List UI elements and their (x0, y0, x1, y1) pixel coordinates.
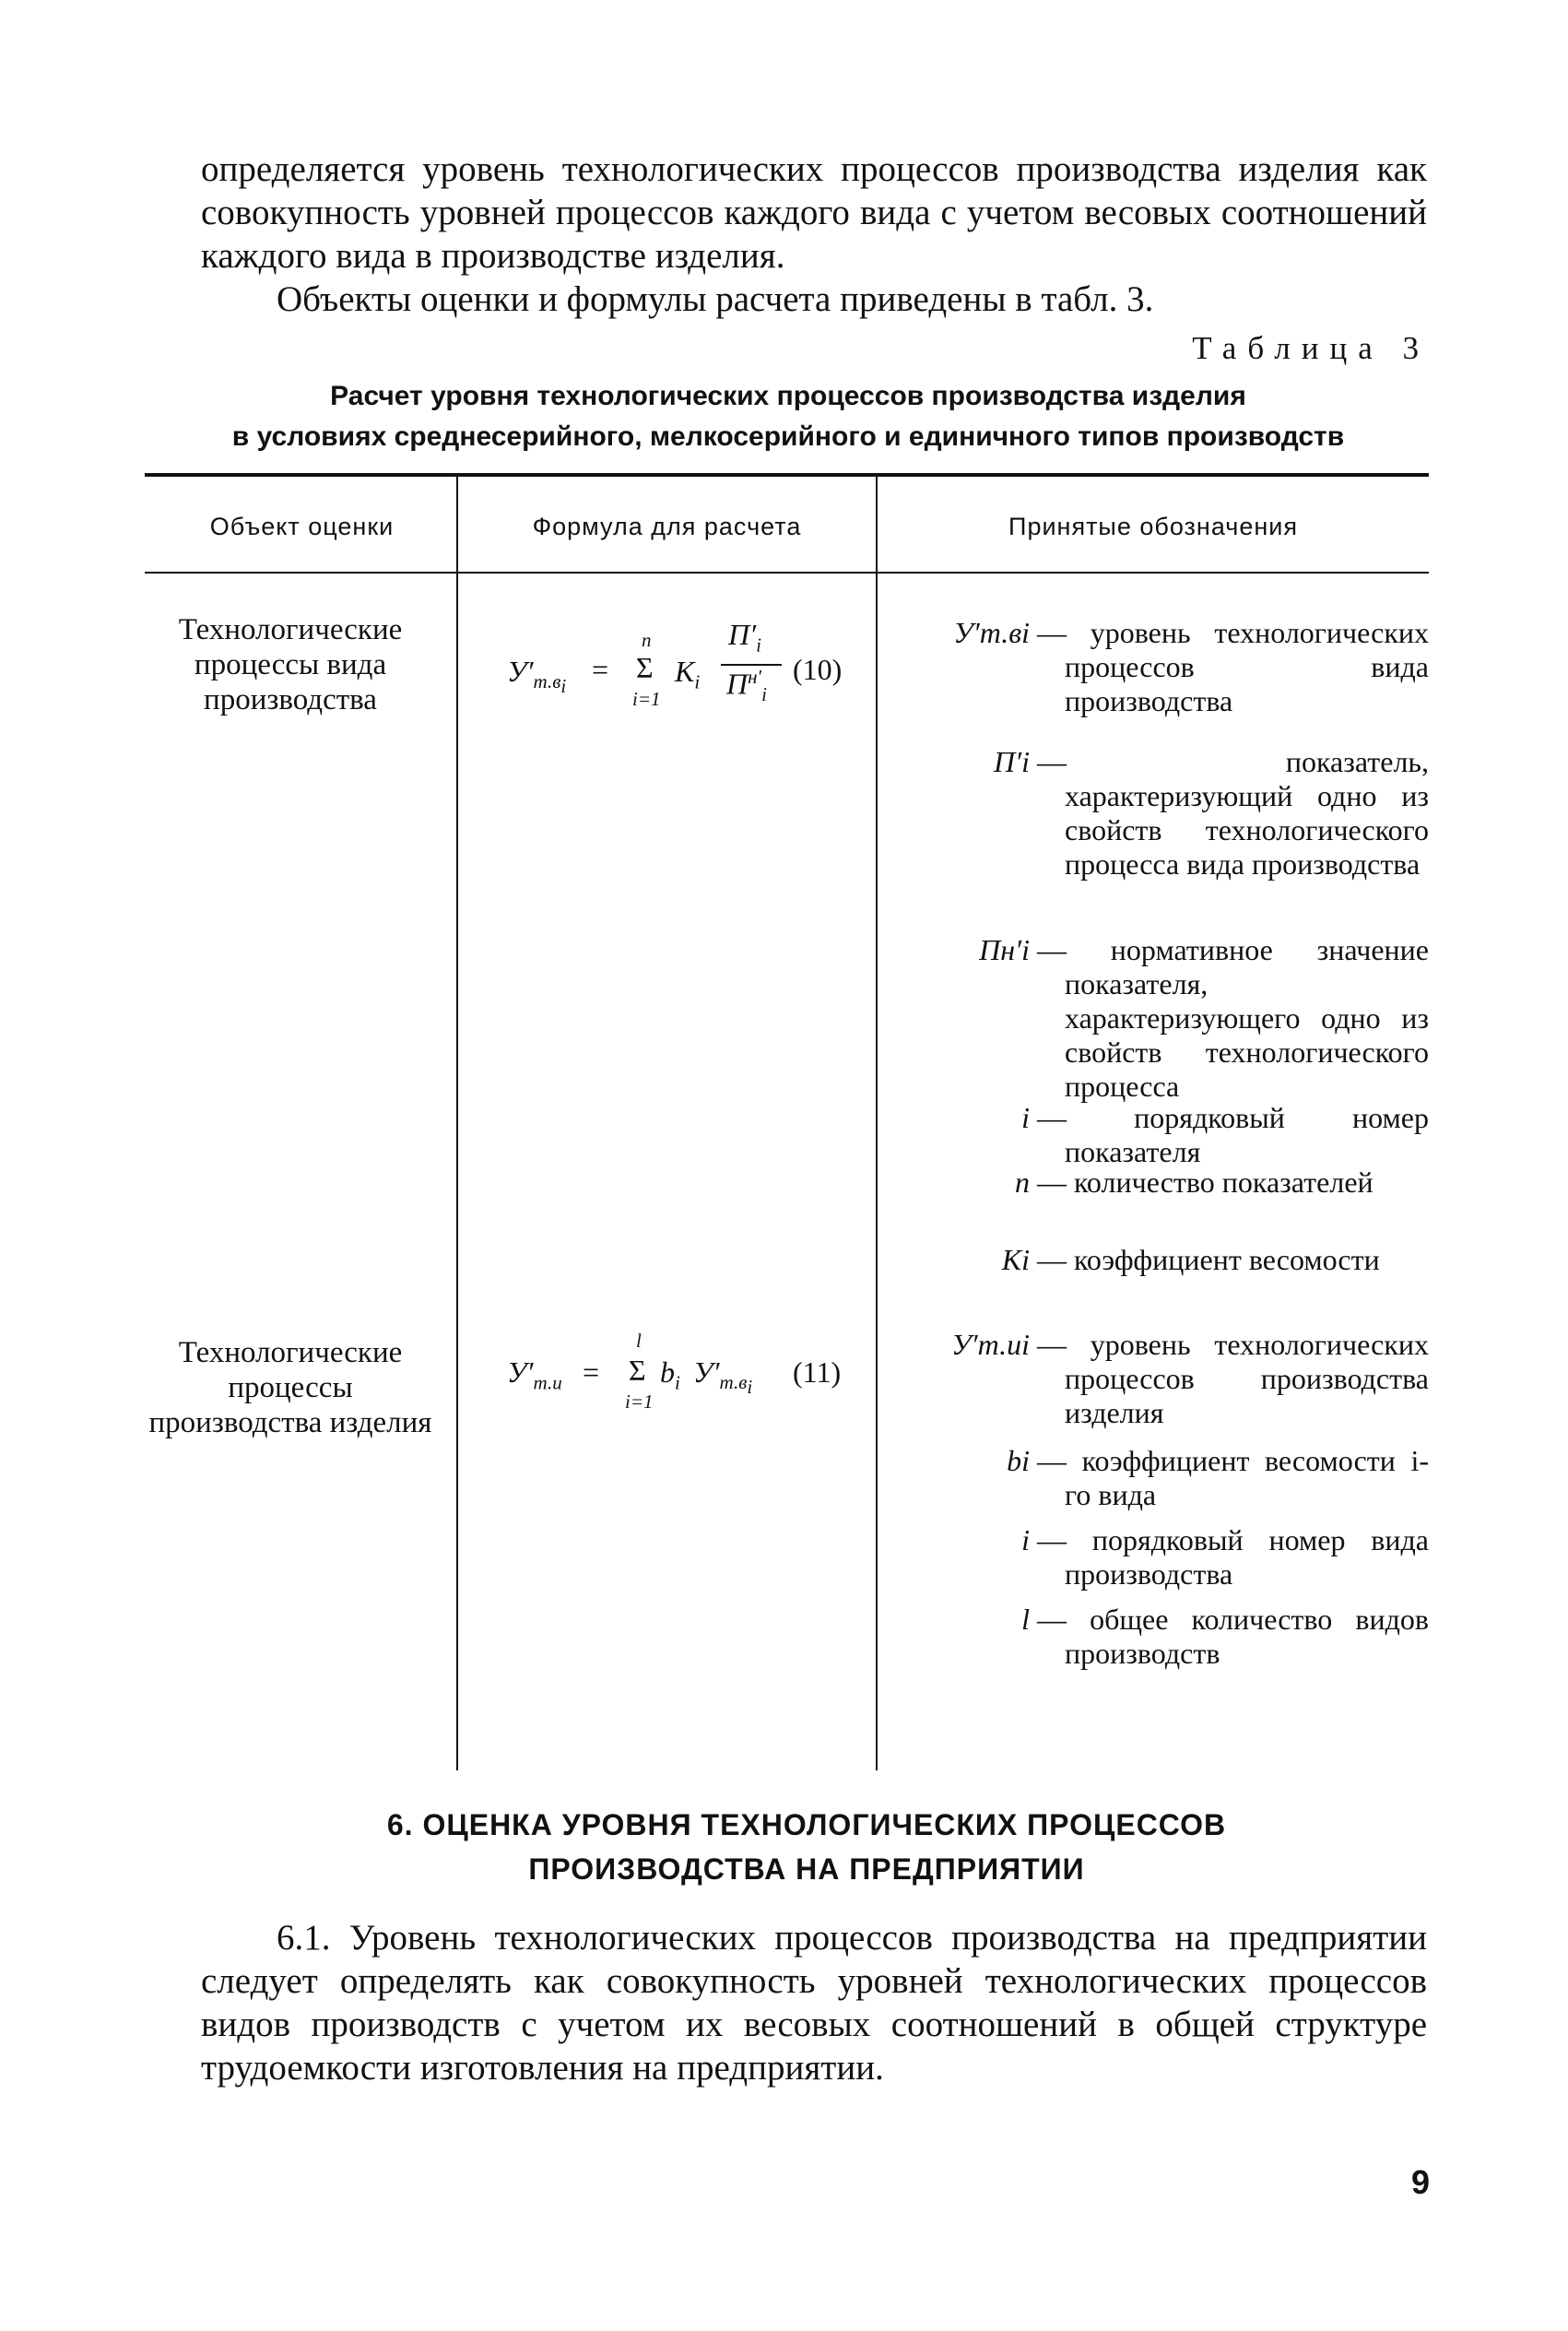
definition-row-10 (885, 1603, 1429, 1671)
definition-symbol: l (1021, 1603, 1030, 1636)
formula-11-b: $b_i$ (660, 1355, 680, 1394)
formula-11 (479, 1328, 867, 1438)
table-caption-line-1: Расчет уровня технологических процессов производства изделия (330, 381, 1246, 411)
definition-symbol: П′i (994, 745, 1030, 778)
definition-symbol: i (1021, 1101, 1030, 1134)
definition-row-1 (885, 616, 1429, 718)
formula-10-sum-bottom: i=1 (632, 688, 661, 710)
section-heading (240, 1803, 1373, 1891)
definition-row-3 (885, 933, 1429, 1104)
definition-row-6 (885, 1243, 1429, 1277)
definition-text: — порядковый номер показателя (1065, 1101, 1429, 1169)
formula-10-sigma: Σ (636, 651, 654, 684)
table-column-divider-2 (876, 475, 878, 1770)
definition-symbol: У′т.иi (951, 1328, 1030, 1361)
section-paragraph: 6.1. Уровень технологических процессов производства на предприятии следует определять как совокупность уровней технологических процессов видов производств с учетом их весовых соотношений в общей структуре трудоемкости изготовления на предприятии. (201, 1918, 1427, 2088)
definition-symbol: i (1021, 1523, 1030, 1556)
definition-row-8 (885, 1444, 1429, 1512)
table-caption-line-2: в условиях среднесерийного, мелкосерийного и единичного типов производств (231, 421, 1345, 452)
formula-11-lhs: $У'_{т.и}$ (507, 1355, 562, 1394)
definition-text: — нормативное значение показателя, характеризующего одно из свойств технологического процесса (1065, 933, 1429, 1104)
header-formula: Формула для расчета (532, 513, 802, 540)
definition-text: — коэффициент весомости (1065, 1243, 1429, 1277)
intro-paragraph-2: Объекты оценки и формулы расчета приведены в табл. 3. (277, 279, 1154, 319)
formula-11-number: (11) (793, 1355, 842, 1389)
formula-11-sum-bottom: i=1 (625, 1390, 654, 1413)
formula-10-k: $K_i$ (675, 655, 701, 693)
page-number: 9 (1410, 2163, 1430, 2201)
definition-text: — количество показателей (1065, 1166, 1429, 1200)
row-2-object: Технологические процессы производства изделия (148, 1336, 432, 1439)
definition-row-2 (885, 745, 1429, 882)
definition-symbol: Пн′i (979, 933, 1030, 966)
table-header-rule (145, 572, 1429, 574)
formula-10-denominator: $П^{н'}_i$ (726, 666, 767, 706)
intro-paragraph-1: определяется уровень технологических процессов производства изделия как совокупность уровней процессов каждого вида с учетом весовых соотношений каждого вида в производстве изделия. (201, 149, 1427, 276)
definition-text: — показатель, характеризующий одно из свойств технологического процесса вида производства (1065, 745, 1429, 882)
formula-11-equals: = (583, 1355, 600, 1389)
formula-10 (479, 610, 867, 721)
definition-row-9 (885, 1523, 1429, 1591)
definition-row-5 (885, 1166, 1429, 1200)
table-top-rule (145, 473, 1429, 477)
intro-text (201, 148, 1427, 321)
section-heading-line-2: ПРОИЗВОДСТВА НА ПРЕДПРИЯТИИ (528, 1852, 1085, 1886)
header-object: Объект оценки (209, 513, 395, 540)
table-label: Таблица 3 (1192, 330, 1430, 366)
definition-text: — коэффициент весомости i-го вида (1065, 1444, 1429, 1512)
definition-row-4 (885, 1101, 1429, 1169)
formula-10-numerator: $П'_i$ (728, 618, 761, 657)
definition-text: — уровень технологических процессов производства изделия (1065, 1328, 1429, 1430)
row-1-object: Технологические процессы вида производства (178, 613, 403, 716)
formula-11-y: $У'_{т.в_i}$ (693, 1355, 753, 1399)
definition-symbol: У′т.вi (953, 616, 1030, 649)
definition-text: — уровень технологических процессов вида производства (1065, 616, 1429, 718)
section-heading-line-1: 6. ОЦЕНКА УРОВНЯ ТЕХНОЛОГИЧЕСКИХ ПРОЦЕССОВ (386, 1808, 1227, 1841)
formula-10-lhs: $У'_{т.в_i}$ (507, 655, 567, 698)
formula-10-number: (10) (793, 653, 843, 686)
definition-text: — порядковый номер вида производства (1065, 1523, 1429, 1591)
definition-row-7 (885, 1328, 1429, 1430)
formula-11-sigma: Σ (629, 1354, 646, 1387)
table-column-divider-1 (456, 475, 458, 1770)
definition-symbol: bi (1007, 1444, 1030, 1477)
formula-10-sum-top: n (642, 629, 652, 651)
table-caption (147, 376, 1429, 457)
header-notation: Принятые обозначения (1008, 513, 1298, 540)
definition-symbol: n (1015, 1166, 1030, 1199)
formula-11-sum-top: l (636, 1330, 642, 1352)
definition-text: — общее количество видов производств (1065, 1603, 1429, 1671)
definition-symbol: Ki (1001, 1243, 1030, 1276)
formula-10-equals: = (592, 653, 609, 686)
